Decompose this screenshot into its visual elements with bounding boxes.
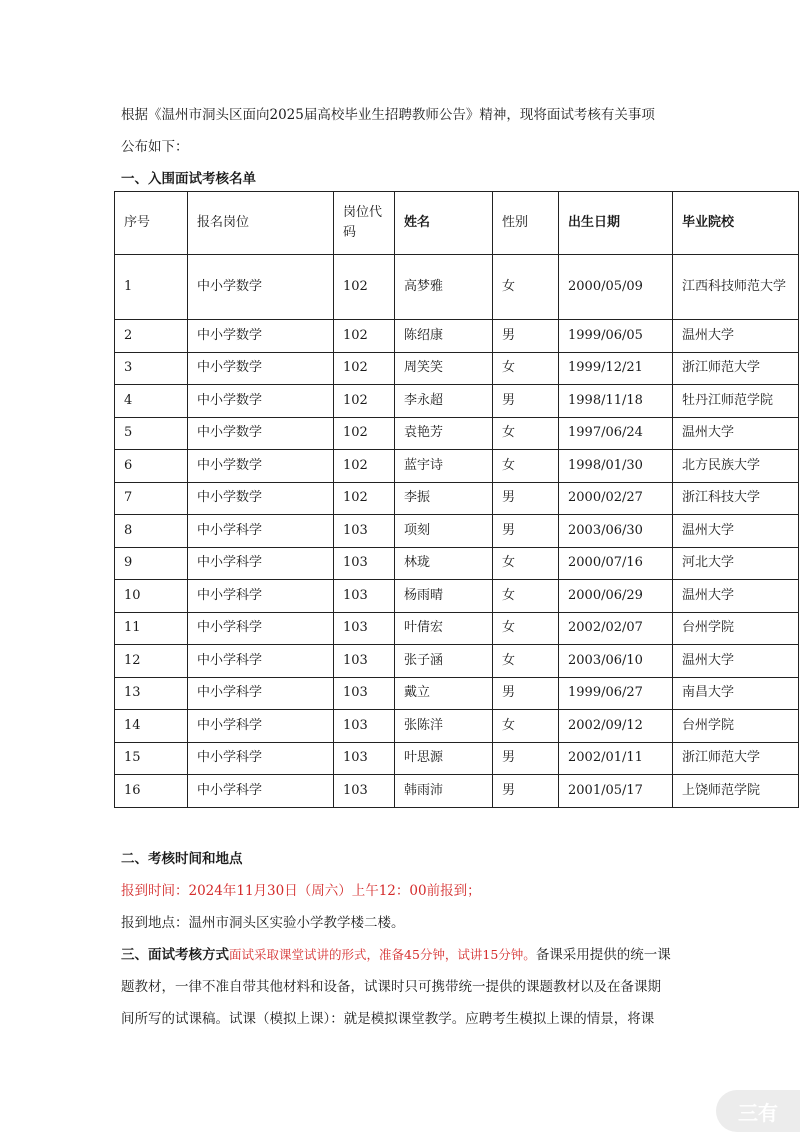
header-school: 毕业院校 <box>673 192 799 255</box>
cell-position-code: 102 <box>334 352 395 385</box>
cell-name: 戴立 <box>395 677 493 710</box>
cell-index: 9 <box>115 547 188 580</box>
cell-position: 中小学数学 <box>188 385 334 418</box>
report-place: 报到地点：温州市洞头区实验小学教学楼二楼。 <box>121 915 405 931</box>
cell-name: 张子涵 <box>395 645 493 678</box>
intro-line-1: 根据《温州市洞头区面向2025届高校毕业生招聘教师公告》精神，现将面试考核有关事项 <box>121 107 655 123</box>
cell-birth-date: 1999/12/21 <box>559 352 673 385</box>
cell-gender: 女 <box>493 450 559 483</box>
cell-gender: 女 <box>493 645 559 678</box>
cell-name: 林珑 <box>395 547 493 580</box>
cell-position: 中小学科学 <box>188 547 334 580</box>
cell-position: 中小学数学 <box>188 482 334 515</box>
cell-birth-date: 2003/06/30 <box>559 515 673 548</box>
cell-school: 温州大学 <box>673 580 799 613</box>
cell-position: 中小学科学 <box>188 612 334 645</box>
cell-gender: 女 <box>493 417 559 450</box>
header-index: 序号 <box>115 192 188 255</box>
cell-birth-date: 1997/06/24 <box>559 417 673 450</box>
cell-school: 台州学院 <box>673 612 799 645</box>
cell-school: 河北大学 <box>673 547 799 580</box>
cell-school: 浙江科技大学 <box>673 482 799 515</box>
table-row <box>115 710 799 743</box>
cell-name: 项刻 <box>395 515 493 548</box>
cell-birth-date: 2003/06/10 <box>559 645 673 678</box>
cell-position-code: 103 <box>334 742 395 775</box>
table-row <box>115 417 799 450</box>
cell-name: 叶思源 <box>395 742 493 775</box>
header-position: 报名岗位 <box>188 192 334 255</box>
cell-birth-date: 2000/06/29 <box>559 580 673 613</box>
cell-school: 台州学院 <box>673 710 799 743</box>
cell-index: 5 <box>115 417 188 450</box>
cell-school: 浙江师范大学 <box>673 742 799 775</box>
section-3-line-2: 题教材，一律不准自带其他材料和设备，试课时只可携带统一提供的课题教材以及在备课期 <box>121 979 661 995</box>
cell-birth-date: 1998/11/18 <box>559 385 673 418</box>
table-row <box>115 742 799 775</box>
cell-position: 中小学科学 <box>188 515 334 548</box>
cell-gender: 女 <box>493 612 559 645</box>
cell-birth-date: 2000/02/27 <box>559 482 673 515</box>
cell-school: 温州大学 <box>673 417 799 450</box>
table-row <box>115 612 799 645</box>
table-row <box>115 255 799 320</box>
cell-birth-date: 2000/07/16 <box>559 547 673 580</box>
cell-position-code: 103 <box>334 612 395 645</box>
cell-index: 4 <box>115 385 188 418</box>
cell-birth-date: 2002/09/12 <box>559 710 673 743</box>
section-3-highlight: 面试采取课堂试讲的形式，准备45分钟，试讲15分钟。 <box>229 947 536 962</box>
cell-gender: 男 <box>493 742 559 775</box>
table-row <box>115 482 799 515</box>
cell-position-code: 102 <box>334 482 395 515</box>
cell-index: 15 <box>115 742 188 775</box>
cell-name: 陈绍康 <box>395 320 493 353</box>
cell-gender: 女 <box>493 255 559 320</box>
cell-position-code: 102 <box>334 320 395 353</box>
cell-birth-date: 2002/01/11 <box>559 742 673 775</box>
cell-index: 12 <box>115 645 188 678</box>
cell-name: 周笑笑 <box>395 352 493 385</box>
watermark-badge[interactable] <box>716 1090 800 1132</box>
cell-index: 2 <box>115 320 188 353</box>
cell-birth-date: 1998/01/30 <box>559 450 673 483</box>
cell-index: 6 <box>115 450 188 483</box>
cell-name: 李振 <box>395 482 493 515</box>
cell-school: 北方民族大学 <box>673 450 799 483</box>
cell-gender: 男 <box>493 515 559 548</box>
cell-index: 16 <box>115 775 188 808</box>
cell-position: 中小学数学 <box>188 320 334 353</box>
cell-position: 中小学科学 <box>188 775 334 808</box>
cell-index: 14 <box>115 710 188 743</box>
cell-gender: 女 <box>493 710 559 743</box>
cell-gender: 女 <box>493 580 559 613</box>
cell-position-code: 102 <box>334 417 395 450</box>
cell-index: 10 <box>115 580 188 613</box>
cell-school: 南昌大学 <box>673 677 799 710</box>
cell-school: 温州大学 <box>673 515 799 548</box>
cell-position-code: 102 <box>334 450 395 483</box>
table-row <box>115 547 799 580</box>
cell-index: 13 <box>115 677 188 710</box>
cell-birth-date: 2000/05/09 <box>559 255 673 320</box>
cell-school: 上饶师范学院 <box>673 775 799 808</box>
cell-name: 叶倩宏 <box>395 612 493 645</box>
cell-position-code: 103 <box>334 515 395 548</box>
cell-position-code: 102 <box>334 385 395 418</box>
table-header-row <box>115 192 799 255</box>
cell-position-code: 103 <box>334 580 395 613</box>
cell-index: 8 <box>115 515 188 548</box>
cell-position: 中小学数学 <box>188 255 334 320</box>
cell-gender: 女 <box>493 547 559 580</box>
section-3-line-1 <box>121 943 671 963</box>
cell-gender: 女 <box>493 352 559 385</box>
candidate-table <box>114 191 799 808</box>
cell-birth-date: 2001/05/17 <box>559 775 673 808</box>
section-3-text-1: 备课采用提供的统一课 <box>535 947 671 963</box>
cell-gender: 男 <box>493 677 559 710</box>
table-row <box>115 515 799 548</box>
cell-name: 蓝宇诗 <box>395 450 493 483</box>
cell-school: 江西科技师范大学 <box>673 255 799 320</box>
cell-position-code: 103 <box>334 677 395 710</box>
cell-birth-date: 1999/06/05 <box>559 320 673 353</box>
intro-line-2: 公布如下： <box>121 139 189 155</box>
cell-position: 中小学数学 <box>188 417 334 450</box>
cell-index: 7 <box>115 482 188 515</box>
header-position-code: 岗位代码 <box>334 192 395 255</box>
cell-name: 高梦雅 <box>395 255 493 320</box>
watermark-label: 三有 <box>738 1100 778 1125</box>
header-name: 姓名 <box>395 192 493 255</box>
cell-gender: 男 <box>493 385 559 418</box>
cell-school: 牡丹江师范学院 <box>673 385 799 418</box>
table-row <box>115 677 799 710</box>
cell-name: 杨雨晴 <box>395 580 493 613</box>
table-row <box>115 775 799 808</box>
table-body <box>115 255 799 808</box>
cell-position: 中小学科学 <box>188 580 334 613</box>
cell-position: 中小学数学 <box>188 352 334 385</box>
table-row <box>115 385 799 418</box>
cell-position-code: 103 <box>334 547 395 580</box>
cell-name: 韩雨沛 <box>395 775 493 808</box>
cell-index: 11 <box>115 612 188 645</box>
cell-school: 温州大学 <box>673 645 799 678</box>
section-3-title: 三、面试考核方式 <box>121 947 229 963</box>
table-row <box>115 580 799 613</box>
cell-position: 中小学科学 <box>188 677 334 710</box>
cell-gender: 男 <box>493 482 559 515</box>
cell-position-code: 103 <box>334 775 395 808</box>
table-row <box>115 320 799 353</box>
cell-birth-date: 2002/02/07 <box>559 612 673 645</box>
header-birth-date: 出生日期 <box>559 192 673 255</box>
section-3-line-3: 间所写的试课稿。试课（模拟上课）：就是模拟课堂教学。应聘考生模拟上课的情景，将课 <box>121 1011 655 1027</box>
cell-school: 浙江师范大学 <box>673 352 799 385</box>
cell-position-code: 103 <box>334 645 395 678</box>
cell-position-code: 103 <box>334 710 395 743</box>
table-row <box>115 450 799 483</box>
cell-birth-date: 1999/06/27 <box>559 677 673 710</box>
cell-position: 中小学科学 <box>188 645 334 678</box>
cell-name: 张陈洋 <box>395 710 493 743</box>
cell-gender: 男 <box>493 775 559 808</box>
table-row <box>115 645 799 678</box>
cell-index: 3 <box>115 352 188 385</box>
section-2-title: 二、考核时间和地点 <box>121 851 243 867</box>
cell-position: 中小学科学 <box>188 710 334 743</box>
cell-name: 袁艳芳 <box>395 417 493 450</box>
header-gender: 性别 <box>493 192 559 255</box>
cell-name: 李永超 <box>395 385 493 418</box>
cell-position: 中小学数学 <box>188 450 334 483</box>
section-1-title: 一、入围面试考核名单 <box>121 171 256 187</box>
cell-position: 中小学科学 <box>188 742 334 775</box>
cell-index: 1 <box>115 255 188 320</box>
cell-gender: 男 <box>493 320 559 353</box>
report-time: 报到时间：2024年11月30日（周六）上午12：00前报到； <box>121 883 481 899</box>
cell-position-code: 102 <box>334 255 395 320</box>
cell-school: 温州大学 <box>673 320 799 353</box>
table-row <box>115 352 799 385</box>
